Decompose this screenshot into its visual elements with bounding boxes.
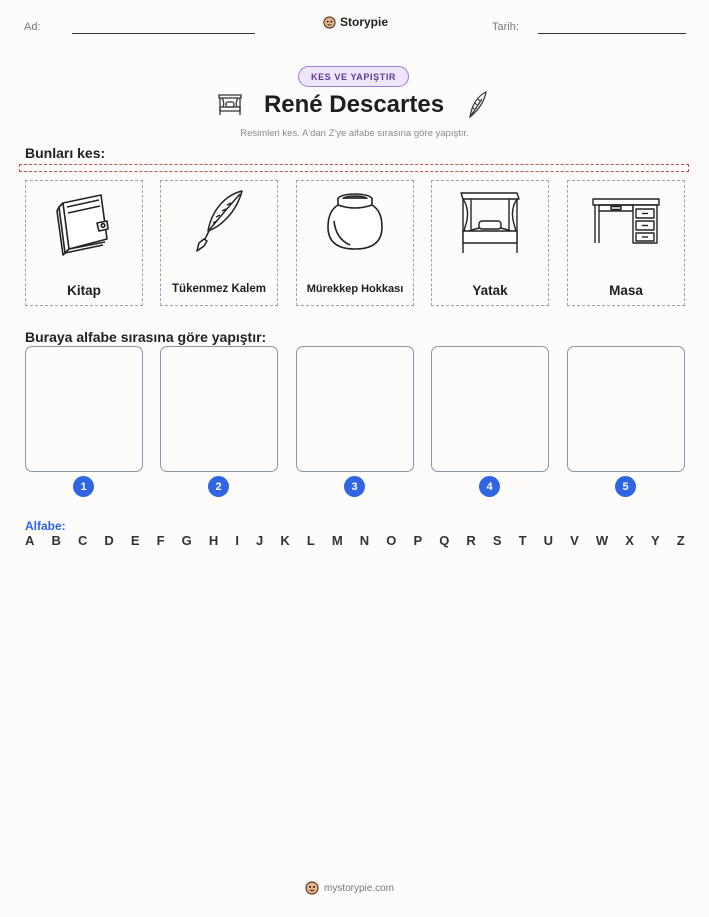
alphabet-letter: J (256, 533, 264, 548)
paste-box-3[interactable] (296, 346, 414, 472)
alphabet-letter: Q (439, 533, 450, 548)
ink-pot-icon (316, 187, 394, 259)
page-title: René Descartes (263, 91, 445, 118)
date-label: Tarih: (492, 21, 519, 33)
alphabet-letter: V (570, 533, 579, 548)
alphabet-letter: K (280, 533, 290, 548)
canopy-bed-icon (451, 187, 529, 259)
cut-card-pen[interactable] (160, 180, 278, 306)
alphabet-letter: Z (676, 533, 685, 548)
alphabet-letter: U (543, 533, 554, 548)
alphabet-letter: Y (650, 533, 660, 548)
cut-card-book[interactable] (25, 180, 143, 306)
alphabet-letter: E (130, 533, 140, 548)
paste-box-1[interactable] (25, 346, 143, 472)
alphabet-letter: N (359, 533, 370, 548)
alphabet-letter: I (235, 533, 239, 548)
footer (305, 881, 394, 895)
storypie-logo-icon (305, 881, 319, 895)
alphabet-letter: O (386, 533, 397, 548)
alphabet-letter: R (466, 533, 476, 548)
paste-box-2[interactable] (160, 346, 278, 472)
alphabet-letter: T (518, 533, 527, 548)
paste-box-5[interactable] (567, 346, 685, 472)
paste-number-badge: 2 (208, 476, 229, 497)
name-label: Ad: (24, 21, 41, 33)
alphabet-letter: C (77, 533, 88, 548)
name-line[interactable] (72, 33, 255, 34)
alphabet-letter: D (104, 533, 114, 548)
card-label: Mürekkep Hokkası (306, 283, 404, 295)
alphabet-title: Alfabe: (25, 519, 66, 533)
cut-card-desk[interactable] (567, 180, 685, 306)
paste-heading: Buraya alfabe sırasına göre yapıştır: (25, 329, 267, 345)
cut-card-inkpot[interactable] (296, 180, 414, 306)
instructions: Resimleri kes. A'dan Z'ye alfabe sırasına göre yapıştır. (240, 128, 469, 139)
paste-number-badge: 3 (344, 476, 365, 497)
book-icon (45, 187, 123, 259)
desk-icon (587, 187, 665, 259)
card-label: Masa (609, 283, 643, 298)
storypie-logo-icon (323, 16, 336, 29)
alphabet-letter: W (595, 533, 609, 548)
alphabet-letter: G (181, 533, 192, 548)
alphabet-letter: S (492, 533, 502, 548)
footer-url[interactable]: mystorypie.com (324, 882, 395, 894)
date-line[interactable] (538, 33, 686, 34)
paste-number-badge: 4 (479, 476, 500, 497)
cut-line (19, 164, 689, 172)
alphabet-letter: A (25, 533, 35, 548)
alphabet-letter: X (625, 533, 634, 548)
paste-box-4[interactable] (431, 346, 549, 472)
alphabet-letter: H (208, 533, 219, 548)
feather-decoration-icon (466, 90, 490, 120)
alphabet-letter: L (306, 533, 315, 548)
card-label: Kitap (67, 283, 101, 298)
brand-logo (323, 15, 388, 29)
quill-pen-icon (180, 187, 258, 259)
cut-heading: Bunları kes: (25, 145, 106, 161)
paste-number-badge: 5 (615, 476, 636, 497)
cut-card-bed[interactable] (431, 180, 549, 306)
card-label: Tükenmez Kalem (172, 283, 266, 295)
card-label: Yatak (472, 283, 508, 298)
alphabet-letter: F (156, 533, 165, 548)
alphabet-row (25, 533, 685, 548)
activity-tag: KES VE YAPIŞTIR (298, 66, 409, 87)
alphabet-letter: B (51, 533, 61, 548)
brand-name: Storypie (340, 15, 389, 29)
alphabet-letter: M (331, 533, 343, 548)
bed-decoration-icon (216, 92, 244, 118)
alphabet-letter: P (413, 533, 423, 548)
paste-number-badge: 1 (73, 476, 94, 497)
